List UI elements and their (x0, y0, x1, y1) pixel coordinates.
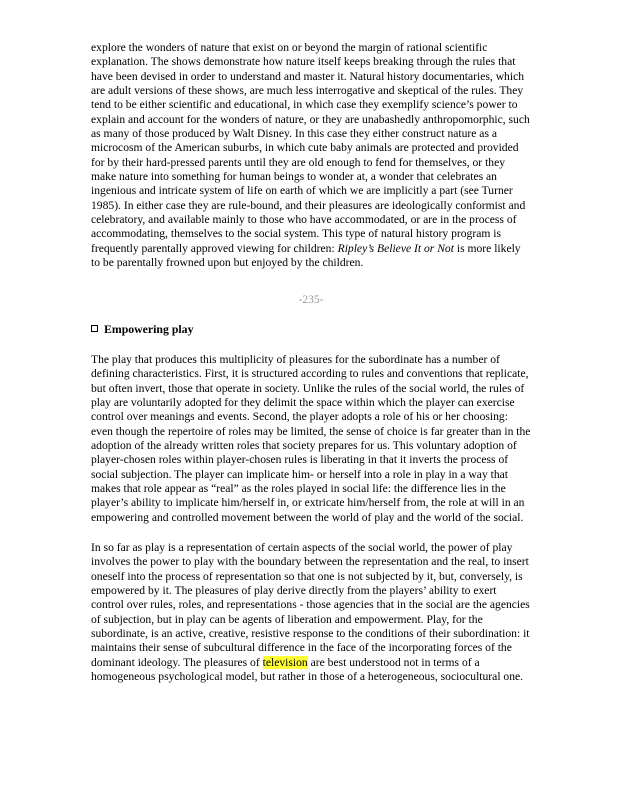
page-number: -235- (298, 293, 324, 306)
book-title-italic: Ripley’s Believe It or Not (337, 241, 454, 255)
paragraph-power-of-play (91, 541, 531, 684)
paragraph-play-characteristics: The play that produces this multiplicity of pleasures for the subordinate has a number of defining characteristics. First, it is structured according to rules and conventions that replicate, but often invert, those that operate in society. Unlike the rules of the social world, the rules of play are voluntarily adopted for they delimit the space within which the player can exercise control over meanings and events. Second, the player adopts a role of his or her choosing: even though the repertoire of roles may be limited, the sense of choice is far greater than in the adoption of the already written roles that society prepares for us. This voluntary adoption of player-chosen roles within player-chosen rules is liberating in that it inverts the process of social subjection. The player can implicate him- or herself into a role in play in a way that makes that role appear as “real” as the roles played in social life: the difference lies in the player’s ability to implicate him/herself in, or extricate him/herself from, the role at will in an empowering and controlled movement between the world of play and the world of the social. (91, 352, 531, 524)
highlighted-term: television (262, 655, 308, 669)
paragraph-intro-end: is more likely to be parentally frowned upon but enjoyed by the children. (91, 241, 521, 270)
paragraph-power-end: are best understood not in terms of a homogeneous psychological model, but rather in those of a heterogeneous, sociocultural one. (91, 655, 524, 684)
section-heading-text: Empowering play (104, 321, 194, 336)
paragraph-power-text: In so far as play is a representation of certain aspects of the social world, the power of play involves the power to play with the boundary between the representation and the real, to insert oneself into the process of representation so that one is not subjected by it, but, conversely, is empowered by it. The pleasures of play derive directly from the players’ ability to exert control over rules, roles, and representations - those agencies that in the social are the agencies of subjection, but in play can be agents of liberation and empowerment. Play, for the subordinate, is an active, creative, resistive response to the conditions of their subordination: it maintains their sense of subcultural difference in the face of the incorporating forces of the dominant ideology. The pleasures of (91, 540, 530, 669)
paragraph-intro (91, 41, 531, 271)
section-heading (91, 322, 531, 336)
text-column (91, 41, 531, 684)
paragraph-intro-text: explore the wonders of nature that exist on or beyond the margin of rational scientific explanation. The shows demonstrate how nature itself keeps breaking through the rules that have been devised in order to understand and master it. Natural history documentaries, which are adult versions of these shows, are much less interrogative and skeptical of the rules. They tend to be either scientific and educational, in which case they exemplify science’s power to explain and account for the wonders of nature, or they are unabashedly anthropomorphic, such as many of those produced by Walt Disney. In this case they either construct nature as a microcosm of the American suburbs, in which cute baby animals are protected and provided for by their hard-pressed parents until they are old enough to fend for themselves, or they make nature into something for human beings to wonder at, a wonder that celebrates an ingenious and intricate system of life on earth of which we are implicitly a part (see Turner 1985). In either case they are rule-bound, and their pleasures are ideologically conformist and celebratory, and available mainly to those who have accommodated, or are in the process of accommodating, themselves to the social system. This type of natural history program is frequently parentally approved viewing for children: (91, 41, 530, 255)
checkbox-bullet-icon (91, 325, 98, 332)
